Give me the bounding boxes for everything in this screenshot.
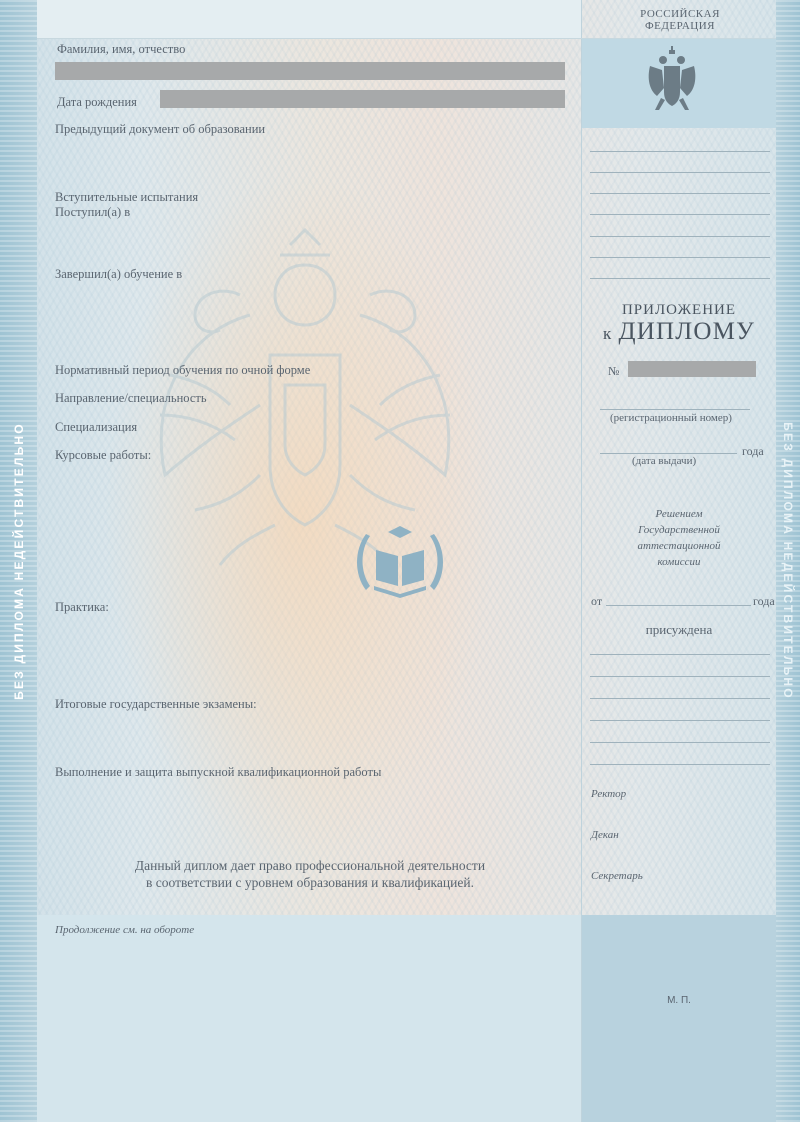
right-border-text: БЕЗ ДИПЛОМА НЕДЕЙСТВИТЕЛЬНО [781,422,795,700]
rights-note-line1: Данный диплом дает право профессиональной деятельности [134,858,486,873]
right-line-6 [590,257,770,258]
to-diploma-title [582,318,776,346]
country-line2: ФЕДЕРАЦИЯ [644,20,715,32]
decision-line4: комиссии [657,556,701,568]
top-band [37,0,582,38]
decision-line2: Государственной [638,524,720,536]
admitted-label: Поступил(а) в [55,205,131,219]
right-line-7 [590,278,770,279]
country-line1: РОССИЙСКАЯ [640,8,720,20]
entrance-exams-label: Вступительные испытания [55,190,199,204]
right-line-10 [590,698,770,699]
full-name-label: Фамилия, имя, отчество [57,42,186,56]
left-bottom-band [37,915,582,1122]
practice-label: Практика: [55,600,109,614]
right-line-1 [590,151,770,152]
birth-date-label: Дата рождения [57,95,137,109]
right-line-13 [590,764,770,765]
from-year-word: года [753,594,775,608]
issue-date-caption: (дата выдачи) [632,455,697,467]
coat-of-arms-icon [647,46,697,114]
thesis-label: Выполнение и защита выпускной квалификационной работы [55,765,382,779]
direction-label: Направление/специальность [55,391,207,405]
decision-line3: аттестационной [637,540,721,552]
header-divider [37,38,776,39]
to-word: к [603,324,613,343]
diploma-word: ДИПЛОМУ [618,318,755,345]
seal-place: М. П. [667,995,691,1006]
specialization-label: Специализация [55,420,138,434]
secretary-label: Секретарь [591,870,643,882]
from-date-line [606,605,751,606]
right-line-12 [590,742,770,743]
birth-date-redacted [160,90,565,108]
number-sign: № [608,364,620,378]
right-line-9 [590,676,770,677]
decision-line1: Решением [655,508,703,520]
full-name-redacted [55,62,565,80]
book-emblem-icon [350,520,450,610]
from-word: от [591,594,603,608]
rights-note-line2: в соответствии с уровнем образования и квалификацией. [146,875,474,890]
right-line-5 [590,236,770,237]
continuation-note: Продолжение см. на обороте [55,924,195,936]
left-security-border [0,0,37,1122]
right-line-3 [590,193,770,194]
right-line-8 [590,654,770,655]
rector-label: Ректор [591,788,627,800]
supplement-title: ПРИЛОЖЕНИЕ [621,302,737,318]
previous-document-label: Предыдущий документ об образовании [55,122,266,136]
right-line-11 [590,720,770,721]
right-bottom-band [582,915,776,1122]
issue-year-word: года [742,444,764,458]
reg-number-caption: (регистрационный номер) [610,412,732,424]
final-exams-label: Итоговые государственные экзамены: [55,697,257,711]
right-line-4 [590,214,770,215]
completed-label: Завершил(а) обучение в [55,267,183,281]
normative-period-label: Нормативный период обучения по очной форме [55,363,311,377]
right-security-border [776,0,800,1122]
awarded-word: присуждена [645,622,713,637]
right-line-2 [590,172,770,173]
dean-label: Декан [591,829,619,841]
reg-number-line [600,409,750,410]
left-border-text: БЕЗ ДИПЛОМА НЕДЕЙСТВИТЕЛЬНО [11,422,26,700]
coursework-label: Курсовые работы: [55,448,152,462]
issue-date-line [600,453,737,454]
registration-number-redacted [628,361,756,377]
